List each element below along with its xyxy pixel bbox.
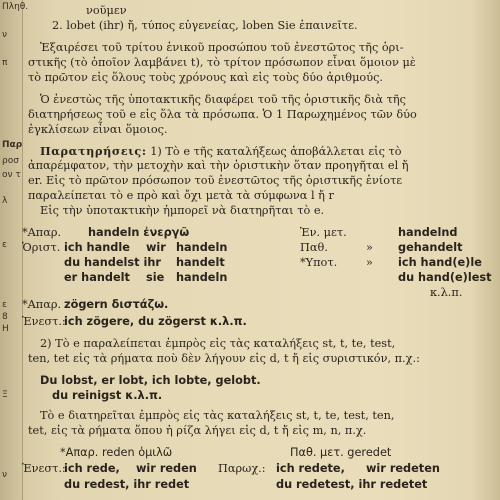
margin-note-top: Πληθ. [2,2,29,12]
example-line: Du lobst, er lobt, ich lobte, gelobt. [40,374,261,387]
text-span: 1) Τὸ e τῆς καταλήξεως ἀποβάλλεται εἰς τὸ [146,145,402,158]
margin-note: π [2,58,8,68]
table-cell: handeln ἐνεργῶ [88,226,190,239]
table-cell: handelnd [398,226,458,239]
margin-note: 8 [2,312,8,322]
text-line: Εἰς τὴν ὑποτακτικὴν ἠμπορεῖ νὰ διατηρῆται τὸ e. [40,204,325,217]
text-line: Τὸ e διατηρεῖται ἐμπρὸς εἰς τὰς καταλήξεις st, t, te, test, ten, [40,409,395,422]
text-line: ἀπαρέμφατον, τὴν μετοχὴν καὶ τὴν ὁριστικὴν ὅταν προηγῆται el ἤ [28,159,409,172]
text-line: στικῆς (τὸ ὁποῖον λαμβάνει t), τὸ τρίτον πρόσωπον εἶναι ὅμοιον μὲ [28,56,416,69]
table-cell: handeln [176,271,228,284]
table-cell: wir redeten [366,462,440,475]
table-label: Παθ. [300,241,328,254]
text-line: ἐγκλίσεων εἶναι ὅμοιος. [28,123,168,136]
margin-note: Παρ [2,140,23,150]
table-cell: er handelt [64,271,130,284]
etc-mark: κ.λ.π. [430,286,463,299]
table-cell: ich rede, [64,462,120,475]
text-line: τὸ πρῶτον εἰς ὅλους τοὺς χρόνους καὶ εἰς τοὺς δύο ἀριθμούς. [28,71,383,84]
table-label: *Απαρ. [22,298,62,311]
table-cell: zögern διστάζω. [64,298,169,311]
margin-note: ε [2,240,7,250]
table-cell: gehandelt [398,241,463,254]
text-line: διατηρήσεως τοῦ e εἰς ὅλα τὰ πρόσωπα. Ὁ 1 Παρωχημένος τῶν δύο [28,108,417,121]
table-cell: handelt [176,256,225,269]
example-line: du reinigst κ.λ.π. [52,389,163,402]
table-cell: du handelst ihr [64,256,161,269]
table-label: Ἐν. μετ. [300,226,347,239]
text-line [40,144,402,159]
text-line: παραλείπεται τὸ e πρὸ καὶ ὄχι μετὰ τὰ σύμφωνα l ἤ r [28,189,334,202]
table-label: *Απαρ. [22,226,62,239]
table-row: *Απαρ. reden ὁμιλῶ [60,446,173,459]
margin-note: ον τ [2,170,21,180]
table-cell: wir [146,241,166,254]
table-cell: du hand(e)lest [398,271,492,284]
table-cell: ich hand(e)le [398,256,482,269]
table-row: Παθ. μετ. geredet [290,446,392,459]
text-line: 2. lobet (ihr) ἤ, τύπος εὐγενείας, loben Sie ἐπαινεῖτε. [52,19,358,32]
margin-note: ε [2,300,7,310]
page-gutter [0,0,29,500]
text-line: Ὁ ἐνεστὼς τῆς ὑποτακτικῆς διαφέρει τοῦ τῆς ὁριστικῆς διὰ τῆς [40,93,406,106]
margin-note: Η [2,324,9,334]
table-label: *Υποτ. [300,256,338,269]
ditto-mark: » [366,256,373,269]
table-label: Ἐνεστ.: [22,315,66,328]
margin-note: Ξ [2,390,8,400]
text-line: 2) Τὸ e παραλείπεται ἐμπρὸς εἰς τὰς καταλήξεις st, t, te, test, [40,337,396,350]
text-line: ten, tet εἰς τὰ ρήματα ποὺ δὲν λήγουν εἰς d, t ἤ εἰς συριστικόν, π.χ.: [28,352,420,365]
remarks-heading: Παρατηρήσεις: [40,144,147,158]
text-line: tet, εἰς τὰ ρήματα ὅπου ἡ ρίζα λήγει εἰς d, t ἤ εἰς m, n, π.χ. [28,424,367,437]
table-label: Ἐνεστ.: [22,462,66,475]
table-cell: du redest, ihr redet [64,478,190,491]
margin-note: ν [2,30,8,40]
table-cell: ich redete, [276,462,345,475]
text-line: νοῦμεν [86,4,127,17]
table-cell: ich zögere, du zögerst κ.λ.π. [64,315,247,328]
table-label: Ὁριστ. : [22,241,68,254]
margin-note: ν [2,470,8,480]
ditto-mark: » [366,241,373,254]
margin-note: λ [2,196,8,206]
margin-note: ροσ [2,156,19,166]
table-cell: handeln [176,241,228,254]
table-cell: sie [146,271,165,284]
table-cell: ich handle [64,241,130,254]
table-cell: du redetest, ihr redetet [276,478,428,491]
text-line: er. Εἰς τὸ πρῶτον πρόσωπον τοῦ ἐνεστῶτος τῆς ὁριστικῆς ἐνίοτε [28,174,403,187]
table-label: Παρωχ.: [218,462,266,475]
text-line: Ἐξαιρέσει τοῦ τρίτου ἑνικοῦ προσώπου τοῦ ἐνεστῶτος τῆς ὁρι- [40,41,404,54]
table-cell: wir reden [136,462,197,475]
